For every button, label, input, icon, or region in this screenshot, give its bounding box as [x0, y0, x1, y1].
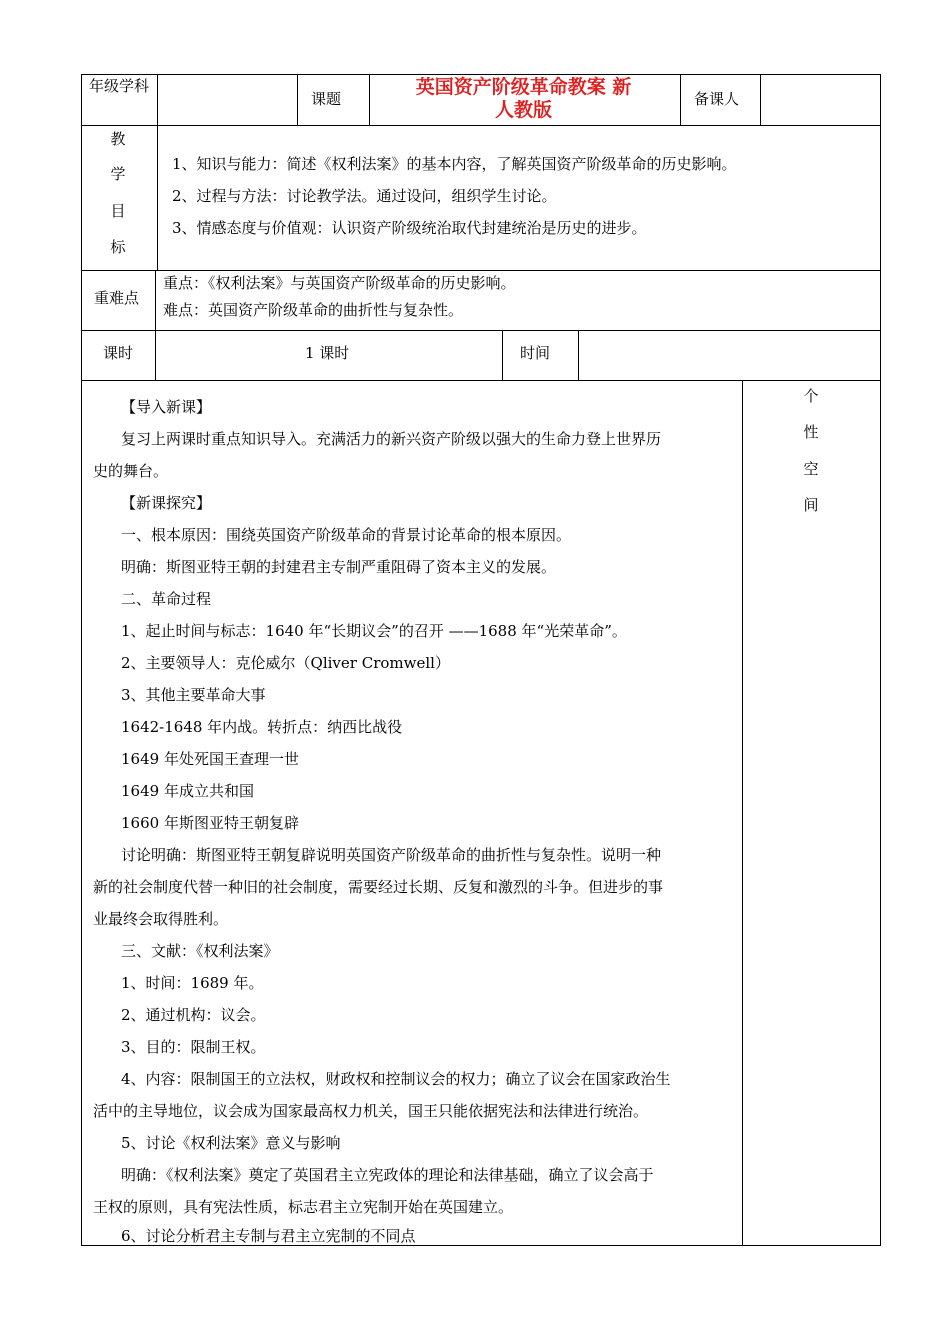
body-line: 王权的原则，具有宪法性质，标志君主立宪制开始在英国建立。: [93, 1198, 514, 1216]
objectives-label-char: 目: [110, 202, 126, 220]
body-line: 1、时间：1689 年。: [121, 974, 264, 992]
body-line: 4、内容：限制国王的立法权，财政权和控制议会的权力；确立了议会在国家政治生: [121, 1070, 671, 1088]
body-line: 明确：斯图亚特王朝的封建君主专制严重阻碍了资本主义的发展。: [121, 558, 557, 576]
key-points-label: 重难点: [94, 289, 140, 307]
body-line: 1649 年成立共和国: [121, 782, 254, 800]
body-line: 复习上两课时重点知识导入。充满活力的新兴资产阶级以强大的生命力登上世界历: [121, 430, 662, 448]
body-line: 5、讨论《权利法案》意义与影响: [121, 1134, 341, 1152]
body-line: 活中的主导地位，议会成为国家最高权力机关，国王只能依据宪法和法律进行统治。: [93, 1102, 649, 1120]
side-column-char: 间: [803, 496, 819, 514]
class-hours-label: 课时: [103, 344, 134, 362]
body-line: 二、革命过程: [121, 590, 212, 608]
grade-subject-label: 年级学科: [88, 77, 149, 95]
body-line: 一、根本原因：围绕英国资产阶级革命的背景讨论革命的根本原因。: [121, 526, 572, 544]
body-line: 明确：《权利法案》奠定了英国君主立宪政体的理论和法律基础，确立了议会高于: [121, 1166, 654, 1184]
objectives-label-char: 教: [110, 130, 126, 148]
body-line: 3、目的：限制王权。: [121, 1038, 266, 1056]
topic-label: 课题: [311, 90, 342, 108]
body-line: 1649 年处死国王查理一世: [121, 750, 299, 768]
side-column-char: 性: [803, 423, 819, 441]
body-line: 2、主要领导人：克伦威尔（Qliver Cromwell）: [121, 654, 450, 672]
body-line: 1642-1648 年内战。转折点：纳西比战役: [121, 718, 403, 736]
key-point-difficulty: 难点：英国资产阶级革命的曲折性与复杂性。: [163, 301, 464, 319]
body-line: 3、其他主要革命大事: [121, 686, 266, 704]
section-heading: 【导入新课】: [121, 398, 212, 416]
body-line: 史的舞台。: [93, 462, 169, 480]
title-line-2: 人教版: [494, 99, 552, 121]
class-hours-value: 1 课时: [305, 344, 350, 362]
objective-item: 1、知识与能力：简述《权利法案》的基本内容，了解英国资产阶级革命的历史影响。: [172, 155, 737, 173]
body-line: 业最终会取得胜利。: [93, 910, 229, 928]
body-line: 1、起止时间与标志：1640 年“长期议会”的召开 ——1688 年“光荣革命”。: [121, 622, 627, 640]
objectives-label-char: 标: [110, 238, 126, 256]
page-title: [371, 76, 676, 122]
title-line-1: 英国资产阶级革命教案 新: [415, 76, 632, 98]
objective-item: 2、过程与方法：讨论教学法。通过设问，组织学生讨论。: [172, 187, 557, 205]
section-heading: 【新课探究】: [121, 494, 212, 512]
body-line: 三、文献：《权利法案》: [121, 942, 279, 960]
body-line: 讨论明确：斯图亚特王朝复辟说明英国资产阶级革命的曲折性与复杂性。说明一种: [121, 846, 662, 864]
objectives-label-char: 学: [110, 165, 126, 183]
side-column-char: 个: [803, 387, 819, 405]
body-line: 新的社会制度代替一种旧的社会制度，需要经过长期、反复和激烈的斗争。但进步的事: [93, 878, 664, 896]
time-label: 时间: [520, 344, 551, 362]
objective-item: 3、情感态度与价值观：认识资产阶级统治取代封建统治是历史的进步。: [172, 219, 647, 237]
preparer-label: 备课人: [694, 90, 740, 108]
body-line: 1660 年斯图亚特王朝复辟: [121, 814, 299, 832]
body-line: 2、通过机构：议会。: [121, 1006, 266, 1024]
key-point-focus: 重点：《权利法案》与英国资产阶级革命的历史影响。: [163, 274, 516, 292]
side-column-char: 空: [803, 460, 819, 478]
body-line: 6、讨论分析君主专制与君主立宪制的不同点: [121, 1227, 416, 1245]
